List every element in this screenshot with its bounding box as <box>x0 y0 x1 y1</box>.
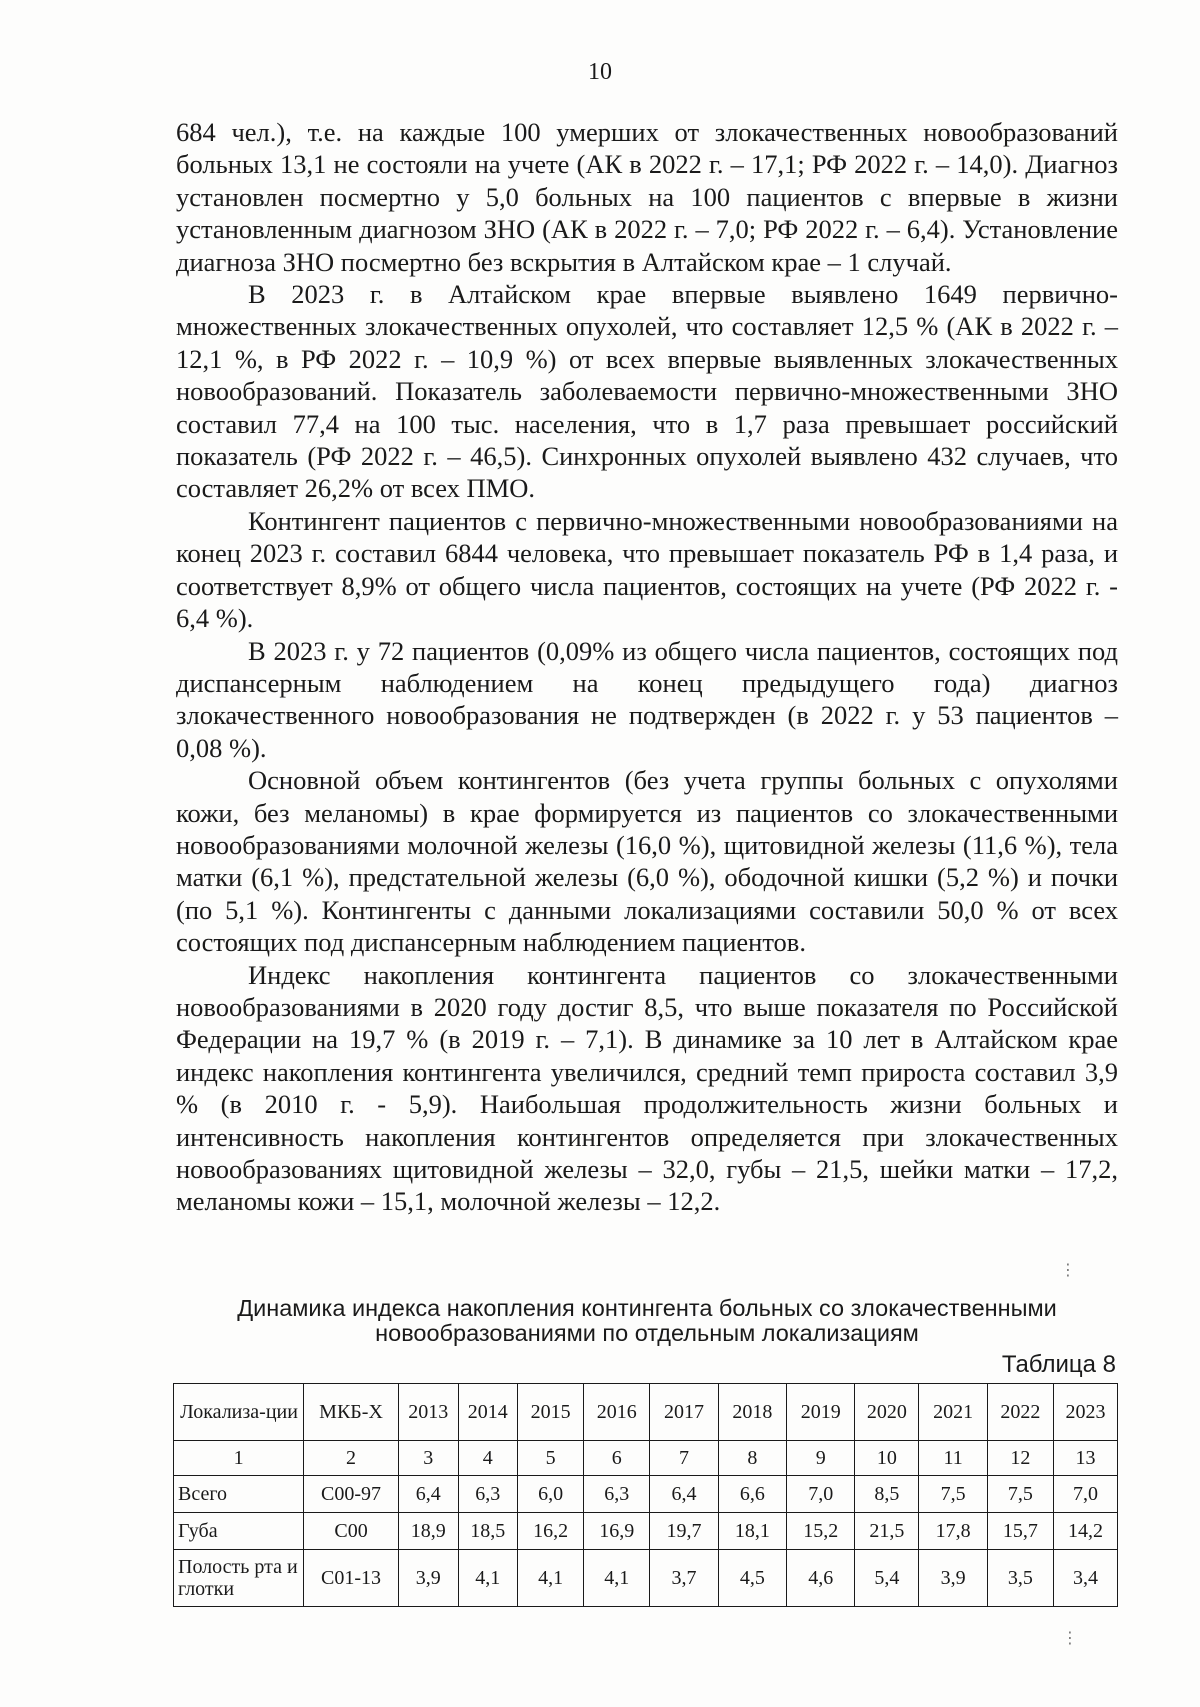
location-cell: Губа <box>174 1513 304 1550</box>
column-number-cell: 12 <box>987 1441 1053 1476</box>
value-cell: 4,1 <box>518 1550 584 1607</box>
column-number-cell: 7 <box>650 1441 718 1476</box>
table-caption-line: Динамика индекса накопления контингента больных со злокачественными <box>237 1295 1057 1321</box>
scan-speck: ⋮ <box>1060 1260 1076 1279</box>
value-cell: 4,1 <box>458 1550 518 1607</box>
value-cell: 4,1 <box>584 1550 650 1607</box>
column-number-cell: 4 <box>458 1441 518 1476</box>
column-number-cell: 5 <box>518 1441 584 1476</box>
table-row-lip <box>174 1513 1118 1550</box>
value-cell: 18,9 <box>398 1513 458 1550</box>
column-number-cell: 1 <box>174 1441 304 1476</box>
value-cell: 14,2 <box>1053 1513 1117 1550</box>
header-cell: 2013 <box>398 1384 458 1441</box>
table-caption <box>176 1296 1118 1346</box>
icd-code-cell: С00 <box>304 1513 399 1550</box>
paragraph: Контингент пациентов с первично-множественными новообразованиями на конец 2023 г. составил 6844 человека, что превышает показатель РФ в 1,4 раза, и соответствует 8,9% от общего числа пациентов, состоящих на учете (РФ 2022 г. - 6,4 %). <box>176 505 1118 634</box>
value-cell: 6,3 <box>584 1476 650 1513</box>
table-row-oral-cavity <box>174 1550 1118 1607</box>
icd-code-cell: С00-97 <box>304 1476 399 1513</box>
location-cell: Всего <box>174 1476 304 1513</box>
value-cell: 3,9 <box>919 1550 987 1607</box>
column-number-cell: 10 <box>855 1441 919 1476</box>
value-cell: 3,7 <box>650 1550 718 1607</box>
value-cell: 4,6 <box>787 1550 855 1607</box>
column-number-cell: 8 <box>718 1441 786 1476</box>
header-cell: 2022 <box>987 1384 1053 1441</box>
column-number-cell: 9 <box>787 1441 855 1476</box>
header-cell: МКБ-Х <box>304 1384 399 1441</box>
header-cell: 2018 <box>718 1384 786 1441</box>
value-cell: 18,1 <box>718 1513 786 1550</box>
value-cell: 6,3 <box>458 1476 518 1513</box>
table-caption-line: новообразованиями по отдельным локализациям <box>375 1320 919 1346</box>
location-cell: Полость рта и глотки <box>174 1550 304 1607</box>
header-cell: 2014 <box>458 1384 518 1441</box>
body-text <box>176 116 1118 1218</box>
table-row-total <box>174 1476 1118 1513</box>
value-cell: 7,0 <box>1053 1476 1117 1513</box>
paragraph: В 2023 г. в Алтайском крае впервые выявлено 1649 первично-множественных злокачественных опухолей, что составляет 12,5 % (АК в 2022 г. – 12,1 %, в РФ 2022 г. – 10,9 %) от всех впервые выявленных злокачественных новообразований. Показатель заболеваемости первично-множественными ЗНО составил 77,4 на 100 тыс. населения, что в 1,7 раза превышает российский показатель (РФ 2022 г. – 46,5). Синхронных опухолей выявлено 432 случаев, что составляет 26,2% от всех ПМО. <box>176 279 1118 504</box>
value-cell: 6,4 <box>650 1476 718 1513</box>
column-number-cell: 2 <box>304 1441 399 1476</box>
value-cell: 7,5 <box>919 1476 987 1513</box>
paragraph: В 2023 г. у 72 пациентов (0,09% из общего числа пациентов, состоящих под диспансерным наблюдением на конец предыдущего года) диагноз злокачественного новообразования не подтвержден (в 2022 г. у 53 пациентов – 0,08 %). <box>176 635 1118 763</box>
value-cell: 15,2 <box>787 1513 855 1550</box>
value-cell: 3,5 <box>987 1550 1053 1607</box>
column-number-cell: 13 <box>1053 1441 1117 1476</box>
column-number-cell: 6 <box>584 1441 650 1476</box>
column-number-cell: 3 <box>398 1441 458 1476</box>
value-cell: 21,5 <box>855 1513 919 1550</box>
table-header-row <box>174 1384 1118 1441</box>
value-cell: 6,0 <box>518 1476 584 1513</box>
page-number: 10 <box>588 59 612 85</box>
value-cell: 7,0 <box>787 1476 855 1513</box>
value-cell: 16,2 <box>518 1513 584 1550</box>
header-cell: 2015 <box>518 1384 584 1441</box>
header-cell: 2019 <box>787 1384 855 1441</box>
paragraph: 684 чел.), т.е. на каждые 100 умерших от злокачественных новообразований больных 13,1 не состояли на учете (АК в 2022 г. – 17,1; РФ 2022 г. – 14,0). Диагноз установлен посмертно у 5,0 больных на 100 пациентов с впервые в жизни установленным диагнозом ЗНО (АК в 2022 г. – 7,0; РФ 2022 г. – 6,4). Установление диагноза ЗНО посмертно без вскрытия в Алтайском крае – 1 случай. <box>176 117 1118 277</box>
header-cell: 2021 <box>919 1384 987 1441</box>
value-cell: 3,9 <box>398 1550 458 1607</box>
value-cell: 19,7 <box>650 1513 718 1550</box>
data-table <box>173 1383 1118 1607</box>
value-cell: 3,4 <box>1053 1550 1117 1607</box>
table-label: Таблица 8 <box>1001 1351 1116 1378</box>
icd-code-cell: С01-13 <box>304 1550 399 1607</box>
scan-speck: ⋮ <box>1062 1628 1078 1647</box>
header-cell: 2017 <box>650 1384 718 1441</box>
column-number-cell: 11 <box>919 1441 987 1476</box>
header-cell: 2020 <box>855 1384 919 1441</box>
paragraph: Индекс накопления контингента пациентов со злокачественными новообразованиями в 2020 году достиг 8,5, что выше показателя по Российской Федерации на 19,7 % (в 2019 г. – 7,1). В динамике за 10 лет в Алтайском крае индекс накопления контингента увеличился, средний темп прироста составил 3,9 % (в 2010 г. - 5,9). Наибольшая продолжительность жизни больных и интенсивность накопления контингентов определяется при злокачественных новообразованиях щитовидной железы – 32,0, губы – 21,5, шейки матки – 17,2, меланомы кожи – 15,1, молочной железы – 12,2. <box>176 959 1118 1217</box>
value-cell: 5,4 <box>855 1550 919 1607</box>
header-cell: Локализа-ции <box>174 1384 304 1441</box>
header-cell: 2023 <box>1053 1384 1117 1441</box>
value-cell: 6,6 <box>718 1476 786 1513</box>
value-cell: 16,9 <box>584 1513 650 1550</box>
value-cell: 4,5 <box>718 1550 786 1607</box>
paragraph: Основной объем контингентов (без учета группы больных с опухолями кожи, без меланомы) в крае формируется из пациентов со злокачественными новообразованиями молочной железы (16,0 %), щитовидной железы (11,6 %), тела матки (6,1 %), предстательной железы (6,0 %), ободочной кишки (5,2 %) и почки (по 5,1 %). Контингенты с данными локализациями составили 50,0 % от всех состоящих под диспансерным наблюдением пациентов. <box>176 765 1118 958</box>
value-cell: 8,5 <box>855 1476 919 1513</box>
value-cell: 6,4 <box>398 1476 458 1513</box>
value-cell: 18,5 <box>458 1513 518 1550</box>
value-cell: 7,5 <box>987 1476 1053 1513</box>
column-number-row <box>174 1441 1118 1476</box>
header-cell: 2016 <box>584 1384 650 1441</box>
value-cell: 15,7 <box>987 1513 1053 1550</box>
value-cell: 17,8 <box>919 1513 987 1550</box>
